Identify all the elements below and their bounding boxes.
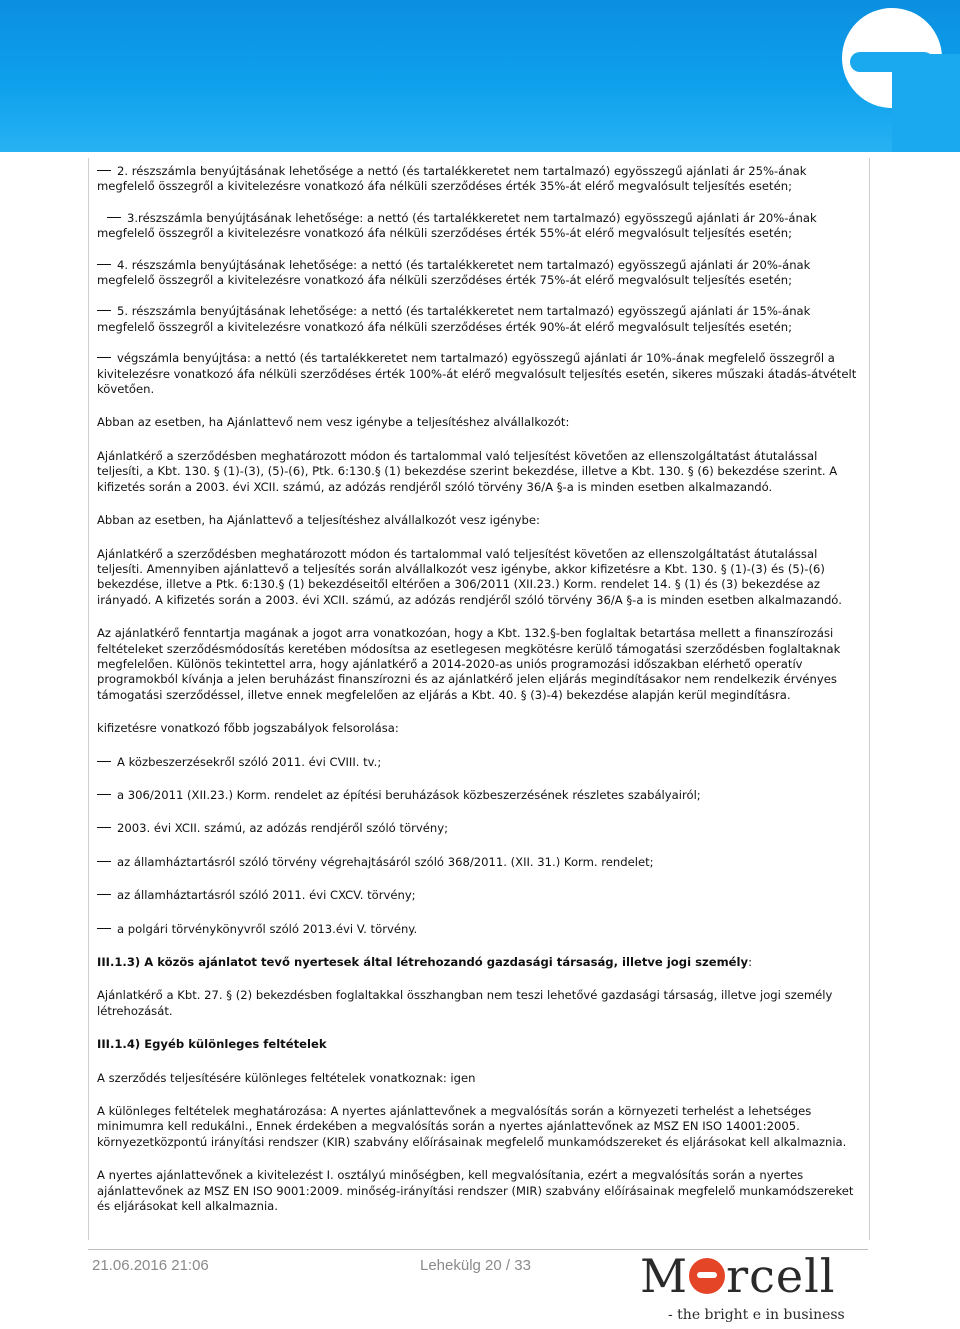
paragraph: Abban az esetben, ha Ajánlattevő a teljesítéshez alvállalkozót vesz igénybe: [97, 513, 540, 528]
list-item: végszámla benyújtása: a nettó (és tartalékkeretet nem tartalmazó) egyösszegű ajánlati ár 10%-ának megfelelő összegről a kivitelezésre vonatkozó áfa nélküli szerződéses érték 100%-át elérő megvalósult teljesítés esetén, sikeres műszaki átadás-átvételt követően. [97, 351, 857, 397]
header-banner [0, 0, 960, 152]
paragraph: Ajánlatkérő a szerződésben meghatározott módon és tartalommal való teljesítést követően az ellenszolgáltatást átutalással teljesíti, a Kbt. 130. § (1)-(3), (5)-(6), Ptk. 6:130.§ (1) bekezdése szerint bekezdése, illetve a Kbt. 130. § (6) bekezdése szerint. A kifizetés során a 2003. évi XCII. számú, az adózás rendjéről szóló törvény 36/A §-a is minden esetben alkalmazandó. [97, 448, 838, 494]
list-item: az államháztartásról szóló törvény végrehajtásáról szóló 368/2011. (XII. 31.) Korm. rendelet; [97, 855, 865, 870]
paragraph: kifizetésre vonatkozó főbb jogszabályok felsorolása: [97, 721, 399, 736]
dash-bullet [97, 928, 111, 929]
logo-tagline: - the bright e in business [668, 1307, 845, 1323]
paragraph: Ajánlatkérő a szerződésben meghatározott módon és tartalommal való teljesítést követően az ellenszolgáltatást átutalással teljesíti. Amennyiben ajánlattevő a teljesítés során alvállalkozót vesz igénybe, akkor kifizetésre a Kbt. 130. § (1)-(3) és (5)-(6) bekezdése, illetve a Ptk. 6:130.§ (1) bekezdéseitől eltérően a 306/2011 (XII.23.) Korm. rendelet 14. § (1) és (3) bekezdése az irányadó. A kifizetés során a 2003. évi XCII. számú, az adózás rendjéről szóló törvény 36/A §-a is minden esetben alkalmazandó. [97, 546, 842, 607]
document-body [97, 164, 865, 1232]
marcell-logo: M rcell - the bright e in business [640, 1249, 845, 1323]
dash-bullet [97, 827, 111, 828]
list-item: 2. részszámla benyújtásának lehetősége a nettó (és tartalékkeretet nem tartalmazó) egyösszegű ajánlati ár 25%-ának megfelelő összegről a kivitelezésre vonatkozó áfa nélküli szerződéses érték 35%-át elérő megvalósult teljesítés esetén; [97, 164, 807, 194]
dash-bullet [97, 794, 111, 795]
paragraph: Abban az esetben, ha Ajánlattevő nem vesz igénybe a teljesítéshez alvállalkozót: [97, 415, 570, 430]
list-item: A közbeszerzésekről szóló 2011. évi CVIII. tv.; [97, 755, 865, 770]
footer-date: 21.06.2016 21:06 [92, 1257, 209, 1274]
paragraph: A különleges feltételek meghatározása: A nyertes ajánlattevőnek a megvalósítás során a környezeti terhelést a lehetséges minimumra kell redukálni., Ennek érdekében a megvalósítás során a nyertes ajánlattevőnek az MSZ EN ISO 14001:2005. környezetközpontú irányítási rendszer (KIR) szabvány előírásainak megfelelő munkamódszereket és eljárásokat kell alkalmaznia. [97, 1104, 847, 1149]
dash-bullet [97, 310, 111, 311]
dash-bullet [97, 861, 111, 862]
paragraph: A szerződés teljesítésére különleges feltételek vonatkoznak: igen [97, 1070, 476, 1085]
marcell-e-icon [689, 1258, 725, 1294]
list-item: 2003. évi XCII. számú, az adózás rendjéről szóló törvény; [97, 821, 865, 836]
banner-e-logo-icon [780, 0, 960, 152]
dash-bullet [97, 357, 111, 358]
list-item: 4. részszámla benyújtásának lehetősége: a nettó (és tartalékkeretet nem tartalmazó) egyösszegű ajánlati ár 20%-ának megfelelő összegről a kivitelezésre vonatkozó áfa nélküli szerződéses érték 75%-át elérő megvalósult teljesítés esetén; [97, 257, 811, 288]
list-item: a polgári törvénykönyvről szóló 2013.évi V. törvény. [97, 922, 865, 937]
dash-bullet [97, 264, 111, 265]
page-number: Lehekülg 20 / 33 [420, 1257, 531, 1274]
paragraph: A nyertes ajánlattevőnek a kivitelezést I. osztályú minőségben, kell megvalósítania, ezért a megvalósítás során a nyertes ajánlattevőnek az MSZ EN ISO 9001:2009. minőség-irányítási rendszer (MIR) szabvány előírásainak megfelelő munkamódszereket és eljárásokat kell alkalmaznia. [97, 1168, 854, 1214]
list-item: 3.részszámla benyújtásának lehetősége: a nettó (és tartalékkeretet nem tartalmazó) egyösszegű ajánlati ár 20%-ának megfelelő összegről a kivitelezésre vonatkozó áfa nélküli szerződéses érték 55%-át elérő megvalósult teljesítés esetén; [97, 210, 817, 241]
dash-bullet [107, 217, 121, 218]
section-heading: III.1.3) A közös ajánlatot tevő nyertesek által létrehozandó gazdasági társaság, illetve jogi személy: [97, 955, 752, 969]
section-heading: III.1.4) Egyéb különleges feltételek [97, 1037, 327, 1052]
dash-bullet [97, 170, 111, 171]
list-item: 5. részszámla benyújtásának lehetősége: a nettó (és tartalékkeretet nem tartalmazó) egyösszegű ajánlati ár 15%-ának megfelelő összegről a kivitelezésre vonatkozó áfa nélküli szerződéses érték 90%-át elérő megvalósult teljesítés esetén; [97, 304, 811, 334]
dash-bullet [97, 761, 111, 762]
paragraph: Az ajánlatkérő fenntartja magának a jogot arra vonatkozóan, hogy a Kbt. 132.§-ben foglaltak betartása mellett a finanszírozási feltételeket szerződésmódosítás keretében módosítsa az esetlegesen megkötésre kerülő támogatási szerződésben foglaltaknak megfelelően. Különös tekintettel arra, hogy ajánlatkérő a 2014-2020-as uniós programozási időszakban elérhető operatív programokból kívánja a jelen beruházást finanszírozni és az ajánlatkérő jelen eljárás megindításakor nem rendelkezik érvényes támogatási szerződéssel, illetve ennek megfelelően az eljárás a Kbt. 40. § (3)-4) bekezdése alapján kerül megindításra. [97, 626, 841, 702]
list-item: az államháztartásról szóló 2011. évi CXCV. törvény; [97, 888, 865, 903]
list-item: a 306/2011 (XII.23.) Korm. rendelet az építési beruházások közbeszerzésének részletes szabályairól; [97, 788, 865, 803]
dash-bullet [97, 894, 111, 895]
paragraph: Ajánlatkérő a Kbt. 27. § (2) bekezdésben foglaltakkal összhangban nem teszi lehetővé gazdasági társaság, illetve jogi személy létrehozását. [97, 988, 833, 1018]
